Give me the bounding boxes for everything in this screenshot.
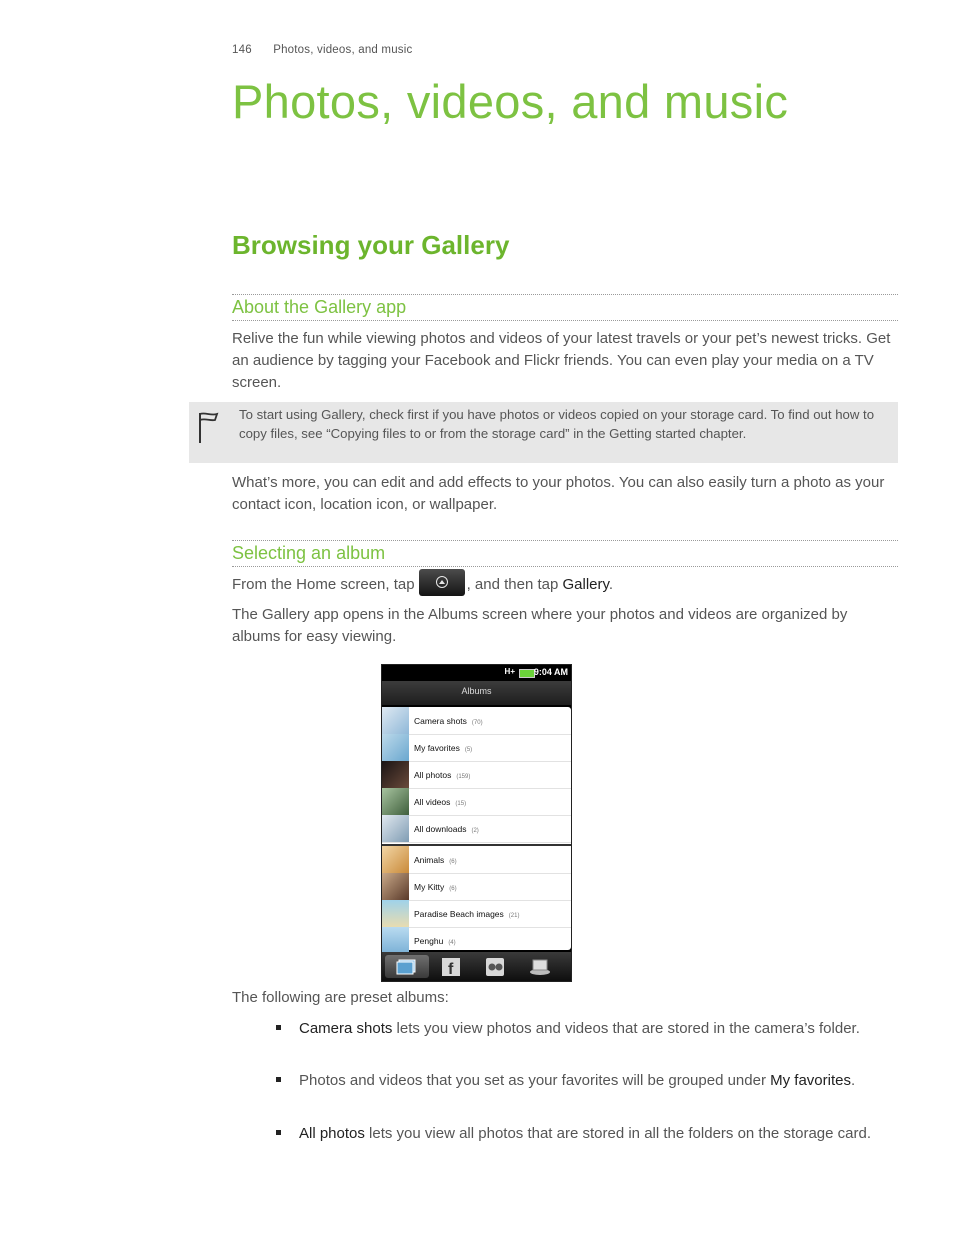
albums-title-bar (382, 681, 571, 705)
album-name-wrap (414, 797, 466, 807)
about-heading: About the Gallery app (232, 297, 407, 317)
album-name: Animals (414, 855, 445, 865)
flickr-icon (474, 955, 518, 978)
bullet-term: My favorites (770, 1072, 851, 1089)
gallery-tab-bar (382, 952, 571, 981)
album-row[interactable] (382, 734, 571, 762)
note-text: To start using Gallery, check first if you have photos or videos copied on your storage card. To find out how to copy files, see “Copying files to or from the storage card” in the Getting started chapter. (239, 407, 875, 441)
album-list (382, 707, 571, 950)
facebook-icon (430, 955, 474, 978)
bullet-text: lets you view photos and videos that are stored in the camera’s folder. (392, 1020, 860, 1037)
section-title: Browsing your Gallery (232, 230, 510, 260)
album-name-wrap (414, 770, 470, 780)
album-name: All downloads (414, 824, 467, 834)
battery-icon (519, 669, 535, 678)
album-thumbnail (382, 788, 409, 815)
all-apps-button-icon (419, 569, 465, 596)
bullet-term: Camera shots (299, 1020, 393, 1037)
about-paragraph: Relive the fun while viewing photos and videos of your latest travels or your pet’s newest tricks. Get an audience by tagging your Facebook and Flickr friends. You can even play your media on a TV screen. (232, 330, 891, 391)
album-row[interactable] (382, 927, 571, 955)
tv-tab[interactable] (518, 955, 562, 978)
album-name: My favorites (414, 743, 460, 753)
selecting-paragraph: The Gallery app opens in the Albums screen where your photos and videos are organized by albums for easy viewing. (232, 606, 848, 645)
album-name-wrap (414, 743, 472, 753)
bullet-marker (276, 1025, 281, 1030)
album-row[interactable] (382, 900, 571, 928)
album-name: All photos (414, 770, 452, 780)
albums-screenshot (381, 664, 572, 982)
album-count: (15) (455, 801, 467, 807)
bullet-text: lets you view all photos that are stored in all the folders on the storage card. (364, 1125, 871, 1142)
album-row[interactable] (382, 815, 571, 843)
step-text-middle: , and then tap (466, 576, 559, 593)
album-count: (21) (508, 913, 520, 919)
album-name: Paradise Beach images (414, 909, 504, 919)
step-text-end: . (608, 576, 614, 593)
preset-intro: The following are preset albums: (232, 989, 449, 1006)
album-count: (6) (449, 859, 457, 865)
album-name-wrap (414, 824, 479, 834)
status-time: 9:04 AM (533, 667, 568, 677)
album-count: (5) (464, 747, 473, 753)
network-indicator: H+ (504, 667, 515, 676)
album-name: Penghu (414, 936, 444, 946)
album-thumbnail (382, 707, 409, 734)
album-row[interactable] (382, 761, 571, 789)
album-count: (2) (471, 828, 479, 834)
bullet-pre: Photos and videos that you set as your favorites will be grouped under (299, 1072, 771, 1089)
bullet-marker (276, 1130, 281, 1135)
photos-icon (385, 955, 429, 978)
album-thumbnail (382, 846, 409, 873)
flag-note-icon (197, 411, 219, 445)
flickr-tab[interactable] (474, 955, 518, 978)
album-thumbnail (382, 761, 409, 788)
album-name-wrap (414, 716, 483, 726)
selecting-heading: Selecting an album (232, 543, 386, 563)
album-thumbnail (382, 927, 409, 954)
chapter-title: Photos, videos, and music (232, 75, 789, 128)
facebook-tab[interactable] (430, 955, 474, 978)
about-paragraph-2: What’s more, you can edit and add effects to your photos. You can also easily turn a photo as your contact icon, location icon, or wallpaper. (232, 474, 885, 513)
album-row[interactable] (382, 846, 571, 874)
album-count: (70) (471, 720, 483, 726)
album-count: (4) (448, 940, 456, 946)
album-row[interactable] (382, 788, 571, 816)
album-count: (159) (456, 774, 471, 780)
page-number: 146 (232, 44, 252, 56)
step-text-before: From the Home screen, tap (232, 576, 415, 593)
svg-text:f: f (448, 961, 454, 978)
album-thumbnail (382, 900, 409, 927)
running-title: Photos, videos, and music (273, 44, 413, 56)
list-item-text (299, 1070, 896, 1092)
album-name-wrap (414, 855, 457, 865)
gallery-label: Gallery (562, 576, 609, 593)
tv-out-icon (518, 955, 562, 978)
album-name-wrap (414, 882, 457, 892)
bullet-marker (276, 1077, 281, 1082)
album-thumbnail (382, 873, 409, 900)
status-bar (382, 665, 571, 681)
album-thumbnail (382, 734, 409, 761)
bullet-term: All photos (299, 1125, 365, 1142)
albums-title: Albums (461, 686, 492, 696)
album-row[interactable] (382, 873, 571, 901)
selecting-step (232, 574, 894, 596)
note-box (189, 402, 898, 463)
selecting-heading-rule (232, 540, 898, 567)
album-count: (6) (449, 886, 457, 892)
album-name: Camera shots (414, 716, 467, 726)
running-header (232, 44, 412, 56)
album-thumbnail (382, 815, 409, 842)
album-name: All videos (414, 797, 451, 807)
album-name-wrap (414, 936, 456, 946)
list-item-text (299, 1018, 896, 1040)
list-item-text (299, 1123, 896, 1145)
album-row[interactable] (382, 707, 571, 735)
album-name: My Kitty (414, 882, 445, 892)
album-name-wrap (414, 909, 519, 919)
bullet-text: . (850, 1072, 856, 1089)
about-heading-rule (232, 294, 898, 321)
albums-tab[interactable] (385, 955, 429, 978)
